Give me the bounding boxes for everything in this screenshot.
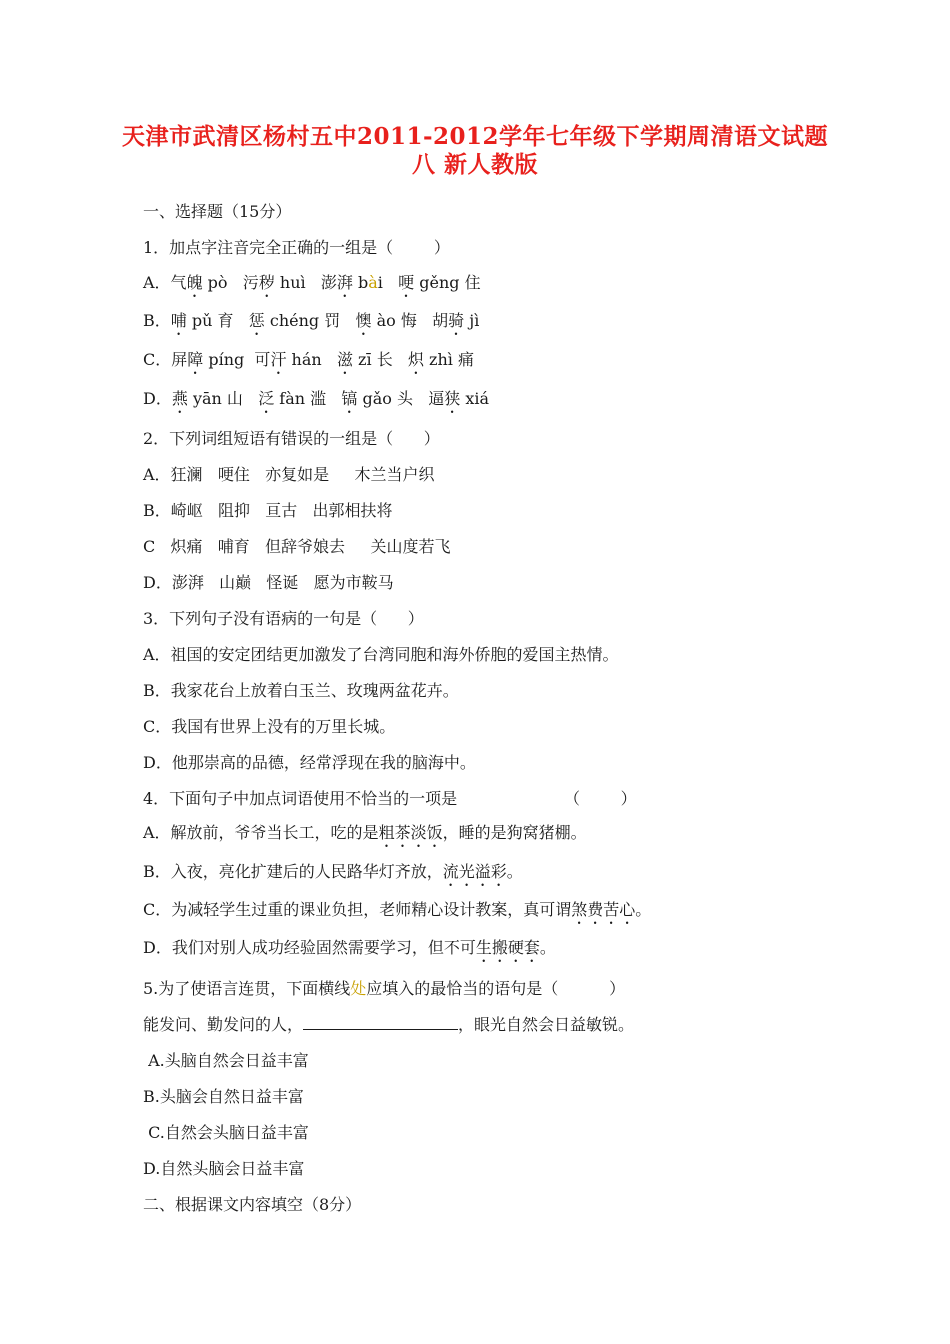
q1-option-b: B．哺 pǔ 育 惩 chéng 罚 懊 ào 悔 胡骑 jì — [143, 311, 480, 330]
q2-option-c: C 炽痛 哺育 但辞爷娘去 关山度若飞 — [143, 537, 451, 556]
q4-option-c: C．为减轻学生过重的课业负担，老师精心设计教案，真可谓煞费苦心。 — [143, 900, 652, 919]
fill-in-blank — [303, 1015, 458, 1030]
q1-stem: 1．加点字注音完全正确的一组是（ ） — [143, 238, 450, 257]
q1-option-a: A．气魄 pò 污秽 huì 澎湃 bài 哽 gěng 住 — [143, 273, 481, 292]
q4-option-d: D．我们对别人成功经验固然需要学习，但不可生搬硬套。 — [143, 938, 556, 957]
section-1-heading: 一、选择题（15分） — [143, 202, 292, 221]
q2-stem: 2．下列词组短语有错误的一组是（ ） — [143, 429, 440, 448]
q5-option-a: A.头脑自然会日益丰富 — [143, 1051, 309, 1070]
q4-option-b: B．入夜，亮化扩建后的人民路华灯齐放，流光溢彩。 — [143, 862, 523, 881]
document-title-line-1: 天津市武清区杨村五中2011-2012学年七年级下学期周清语文试题 — [121, 123, 829, 150]
document-title-line-2: 八 新人教版 — [411, 151, 538, 178]
q2-option-d: D．澎湃 山巅 怪诞 愿为市鞍马 — [143, 573, 394, 592]
section-2-heading: 二、根据课文内容填空（8分） — [143, 1195, 362, 1214]
q3-stem: 3．下列句子没有语病的一句是（ ） — [143, 609, 424, 628]
q5-stem: 5.为了使语言连贯，下面横线处应填入的最恰当的语句是（ ） — [143, 979, 626, 998]
q5-option-d: D.自然头脑会日益丰富 — [143, 1159, 305, 1178]
q2-option-b: B．崎岖 阻抑 亘古 出郭相扶将 — [143, 501, 393, 520]
q1-option-c: C．屏障 píng 可汗 hán 滋 zī 长 炽 zhì 痛 — [143, 350, 474, 369]
q3-option-b: B．我家花台上放着白玉兰、玫瑰两盆花卉。 — [143, 681, 459, 700]
q5-option-b: B.头脑会自然日益丰富 — [143, 1087, 304, 1106]
q5-sentence: 能发问、勤发问的人， ，眼光自然会日益敏锐。 — [143, 1015, 635, 1034]
q3-option-a: A．祖国的安定团结更加激发了台湾同胞和海外侨胞的爱国主热情。 — [143, 645, 619, 664]
q2-option-a: A．狂澜 哽住 亦复如是 木兰当户织 — [143, 465, 435, 484]
q4-stem: 4．下面句子中加点词语使用不恰当的一项是 （ ） — [143, 789, 637, 808]
q3-option-c: C．我国有世界上没有的万里长城。 — [143, 717, 396, 736]
q5-option-c: C.自然会头脑日益丰富 — [143, 1123, 309, 1142]
q4-option-a: A．解放前，爷爷当长工，吃的是粗茶淡饭，睡的是狗窝猪棚。 — [143, 823, 587, 842]
q1-option-d: D．燕 yān 山 泛 fàn 滥 镐 gǎo 头 逼狭 xiá — [143, 389, 490, 408]
q3-option-d: D．他那崇高的品德，经常浮现在我的脑海中。 — [143, 753, 476, 772]
